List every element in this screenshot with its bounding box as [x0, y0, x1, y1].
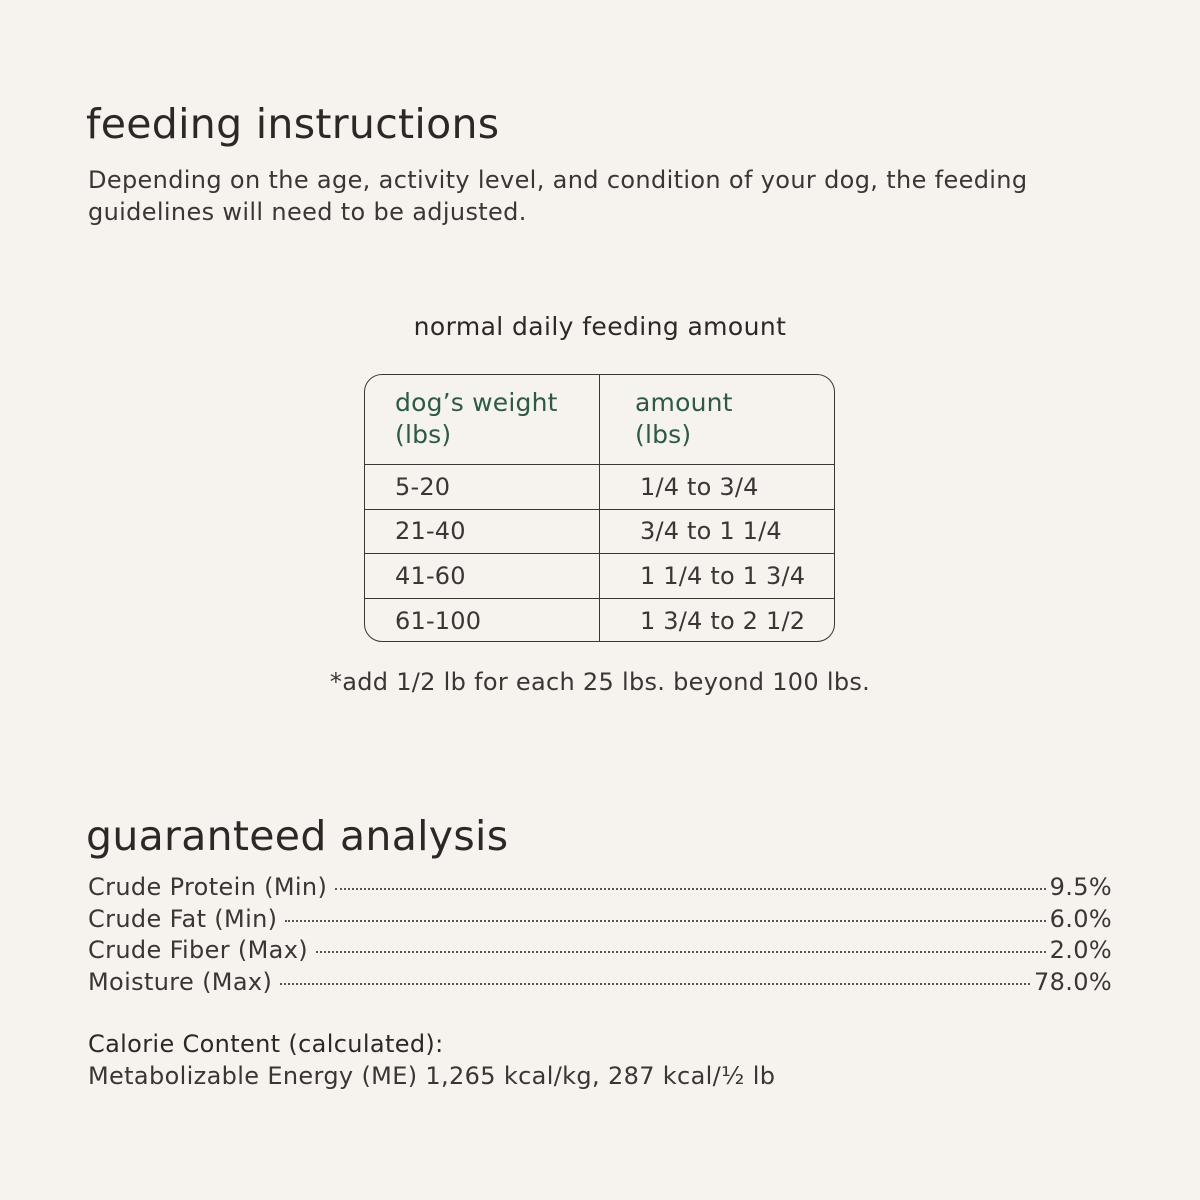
weight-cell: 61-100	[365, 599, 600, 643]
analysis-value: 9.5%	[1049, 873, 1112, 901]
list-item	[88, 936, 1112, 968]
analysis-label: Moisture (Max)	[88, 967, 273, 996]
analysis-label: Crude Fiber (Max)	[88, 936, 308, 964]
dot-leader	[316, 951, 1046, 953]
list-item	[88, 873, 1112, 905]
feeding-footnote: *add 1/2 lb for each 25 lbs. beyond 100 lbs.	[329, 668, 871, 696]
amount-cell: 1/4 to 3/4	[640, 472, 759, 501]
list-item	[88, 968, 1112, 1000]
dot-leader	[285, 920, 1045, 922]
amount-cell: 1 3/4 to 2 1/2	[640, 606, 806, 635]
dot-leader	[280, 983, 1030, 985]
weight-cell: 21-40	[365, 510, 600, 554]
analysis-value: 2.0%	[1049, 936, 1112, 964]
table-row	[365, 465, 834, 510]
weight-cell: 5-20	[365, 465, 600, 509]
list-item	[88, 905, 1112, 937]
dot-leader	[335, 888, 1045, 890]
analysis-list	[88, 873, 1112, 999]
analysis-label: Crude Fat (Min)	[88, 904, 278, 933]
analysis-value: 78.0%	[1034, 967, 1112, 996]
feeding-table	[364, 374, 835, 642]
feeding-table-header	[365, 375, 834, 465]
analysis-label: Crude Protein (Min)	[88, 873, 328, 901]
feeding-table-title: normal daily feeding amount	[413, 312, 787, 341]
table-row	[365, 599, 834, 643]
weight-cell: 41-60	[365, 554, 600, 598]
table-row	[365, 510, 834, 555]
amount-cell: 3/4 to 1 1/4	[640, 517, 782, 546]
calorie-content-title: Calorie Content (calculated):	[88, 1030, 444, 1058]
guaranteed-analysis-heading: guaranteed analysis	[86, 812, 509, 860]
amount-cell: 1 1/4 to 1 3/4	[640, 561, 806, 590]
header-weight: dog’s weight (lbs)	[365, 375, 600, 464]
feeding-instructions-heading: feeding instructions	[86, 100, 500, 148]
calorie-content-text: Metabolizable Energy (ME) 1,265 kcal/kg, 287 kcal/½ lb	[88, 1062, 776, 1090]
header-amount: amount (lbs)	[635, 388, 733, 449]
feeding-intro-text: Depending on the age, activity level, and condition of your dog, the feeding guidelines will need to be adjusted.	[88, 166, 1028, 226]
analysis-value: 6.0%	[1049, 904, 1112, 933]
table-row	[365, 554, 834, 599]
